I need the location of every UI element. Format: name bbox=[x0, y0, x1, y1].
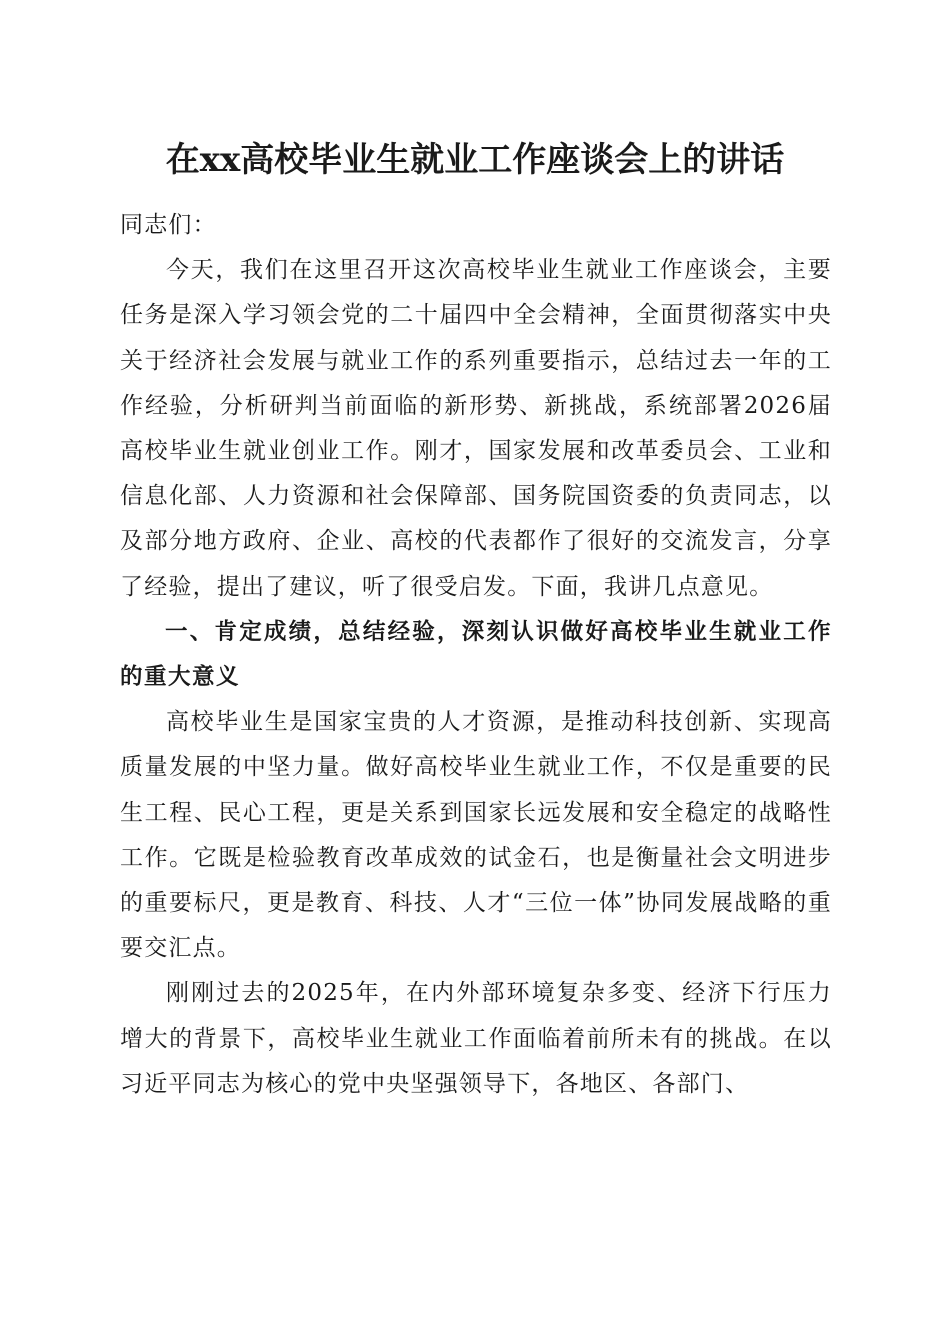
intro-paragraph: 今天，我们在这里召开这次高校毕业生就业工作座谈会，主要任务是深入学习领会党的二十届四中全会精神，全面贯彻落实中央关于经济社会发展与就业工作的系列重要指示，总结过去一年的工作经验，分析研判当前面临的新形势、新挑战，系统部署2026届高校毕业生就业创业工作。刚才，国家发展和改革委员会、工业和信息化部、人力资源和社会保障部、国务院国资委的负责同志，以及部分地方政府、企业、高校的代表都作了很好的交流发言，分享了经验，提出了建议，听了很受启发。下面，我讲几点意见。 bbox=[120, 257, 832, 600]
salutation: 同志们： bbox=[120, 212, 217, 238]
section-heading: 一、肯定成绩，总结经验，深刻认识做好高校毕业生就业工作的重大意义 bbox=[120, 618, 832, 691]
section-paragraph-continued: 刚刚过去的2025年，在内外部环境复杂多变、经济下行压力增大的背景下，高校毕业生就业工作面临着前所未有的挑战。在以习近平同志为核心的党中央坚强领导下，各地区、各部门、 bbox=[120, 980, 832, 1097]
document-body bbox=[120, 203, 832, 1107]
section-paragraph: 高校毕业生是国家宝贵的人才资源，是推动科技创新、实现高质量发展的中坚力量。做好高校毕业生就业工作，不仅是重要的民生工程、民心工程，更是关系到国家长远发展和安全稳定的战略性工作。它既是检验教育改革成效的试金石，也是衡量社会文明进步的重要标尺，更是教育、科技、人才“三位一体”协同发展战略的重要交汇点。 bbox=[120, 709, 832, 962]
document-title: 在xx高校毕业生就业工作座谈会上的讲话 bbox=[165, 140, 785, 180]
